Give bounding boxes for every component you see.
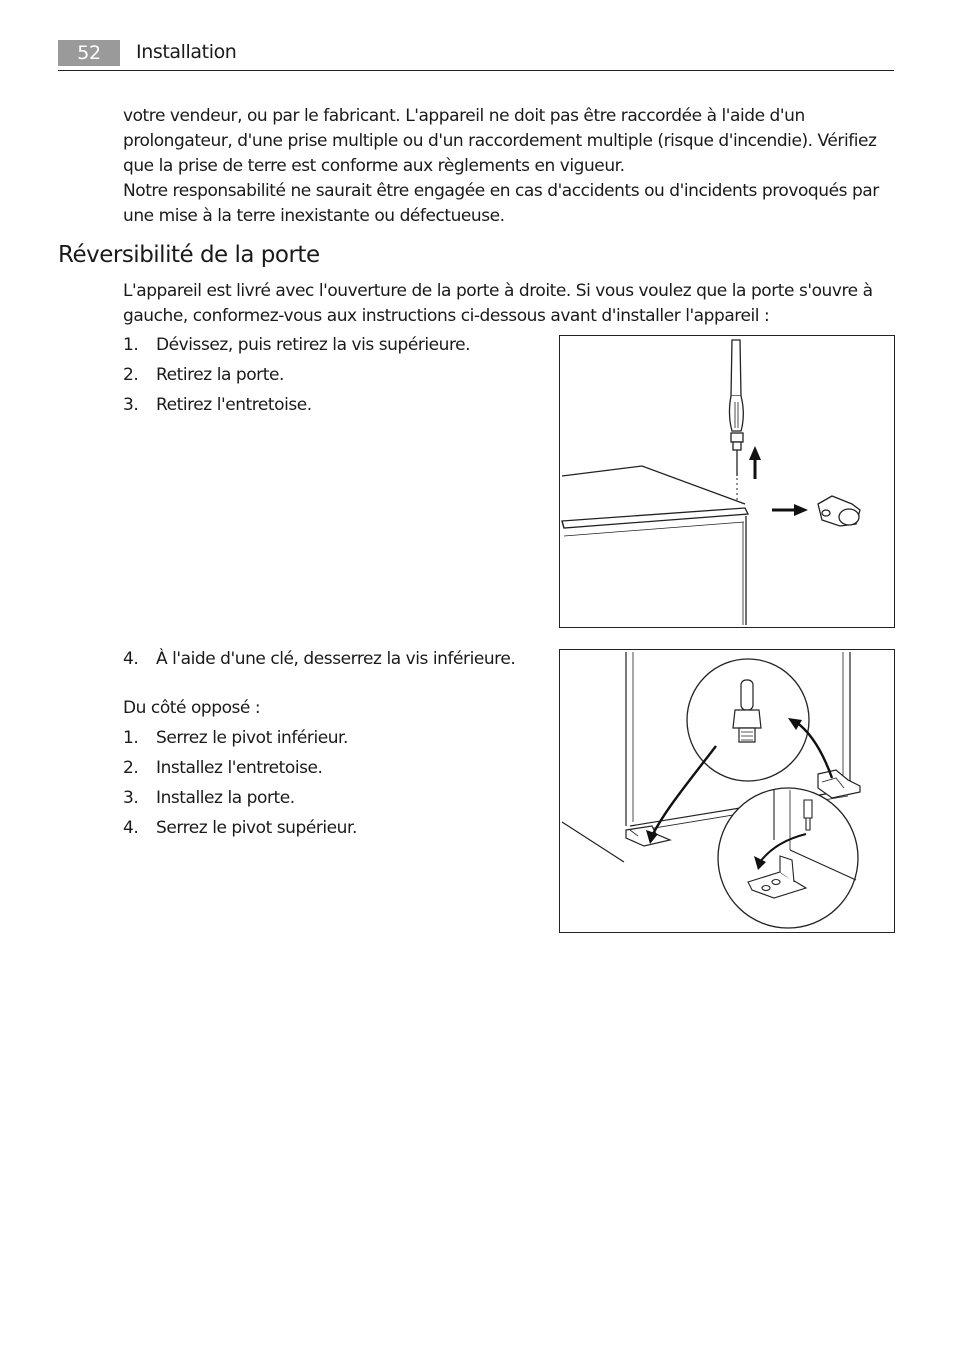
intro-text bbox=[123, 104, 898, 229]
step-text: Retirez la porte. bbox=[156, 365, 284, 385]
list-item bbox=[123, 363, 523, 388]
step-4 bbox=[123, 647, 523, 672]
step-number: 4. bbox=[123, 649, 139, 669]
step-text: Serrez le pivot inférieur. bbox=[156, 728, 348, 748]
list-item bbox=[123, 393, 523, 418]
step-text: Dévissez, puis retirez la vis supérieure. bbox=[156, 335, 471, 355]
step-text: Installez l'entretoise. bbox=[156, 758, 323, 778]
step-number: 1. bbox=[123, 728, 139, 748]
step-number: 3. bbox=[123, 395, 139, 415]
step-text: Retirez l'entretoise. bbox=[156, 395, 312, 415]
step-number: 3. bbox=[123, 788, 139, 808]
step-text: Installez la porte. bbox=[156, 788, 295, 808]
list-item bbox=[123, 786, 523, 811]
steps-list-2 bbox=[123, 726, 523, 846]
step-text: Serrez le pivot supérieur. bbox=[156, 818, 357, 838]
illustration-bottom-hinge bbox=[560, 650, 894, 932]
step-number: 2. bbox=[123, 365, 139, 385]
opposite-side-label: Du côté opposé : bbox=[123, 698, 261, 718]
list-item bbox=[123, 756, 523, 781]
intro-paragraph-1: votre vendeur, ou par le fabricant. L'appareil ne doit pas être raccordée à l'aide d'un prolongateur, d'une prise multiple ou d'un raccordement multiple (risque d'incendie). Vérifiez que la prise de terre est conforme aux règlements en vigueur. bbox=[123, 106, 877, 176]
section-heading: Réversibilité de la porte bbox=[58, 242, 320, 268]
illustration-top-hinge bbox=[560, 336, 894, 627]
header-rule bbox=[58, 70, 894, 71]
list-item bbox=[123, 726, 523, 751]
step-text: À l'aide d'une clé, desserrez la vis inférieure. bbox=[156, 649, 516, 669]
figure-remove-top-screw bbox=[559, 335, 895, 628]
list-item bbox=[123, 647, 523, 672]
section-label: Installation bbox=[136, 41, 237, 63]
figure-bottom-hinge bbox=[559, 649, 895, 933]
list-item bbox=[123, 333, 523, 358]
steps-list-1 bbox=[123, 333, 523, 423]
intro-paragraph-2: Notre responsabilité ne saurait être engagée en cas d'accidents ou d'incidents provoqués par une mise à la terre inexistante ou défectueuse. bbox=[123, 181, 879, 226]
zoom-circle-hinge bbox=[718, 788, 858, 928]
list-item bbox=[123, 816, 523, 841]
step-number: 2. bbox=[123, 758, 139, 778]
section-lead: L'appareil est livré avec l'ouverture de la porte à droite. Si vous voulez que la porte s'ouvre à gauche, conformez-vous aux instructions ci-dessous avant d'installer l'appareil : bbox=[123, 281, 873, 326]
step-number: 1. bbox=[123, 335, 139, 355]
step-number: 4. bbox=[123, 818, 139, 838]
page-number: 52 bbox=[58, 40, 120, 66]
